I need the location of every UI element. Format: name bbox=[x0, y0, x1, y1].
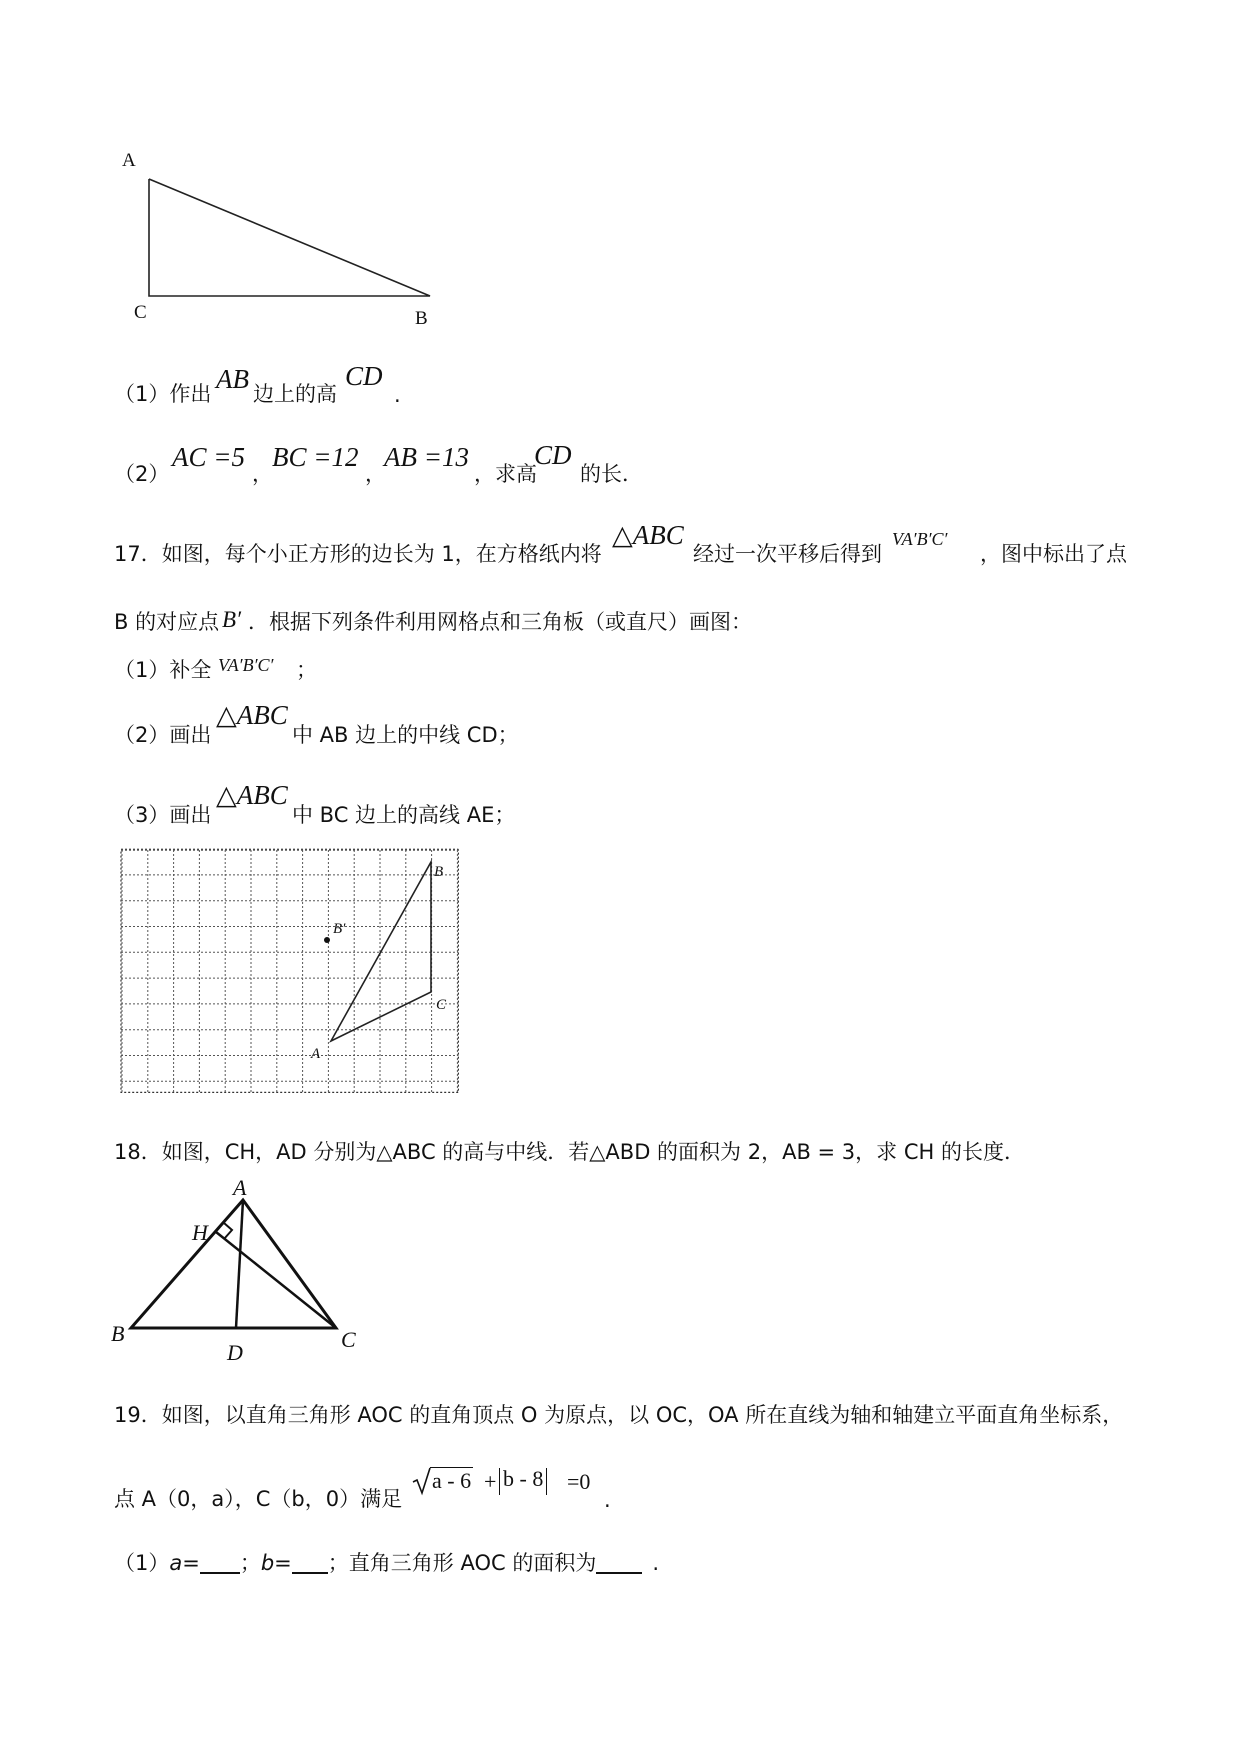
q17-bprime: B′ bbox=[222, 607, 242, 632]
q18-label-c: C bbox=[341, 1327, 356, 1352]
q17-part1-prefix: （1）补全 bbox=[114, 658, 212, 682]
q19-blank-a[interactable] bbox=[200, 1554, 240, 1574]
q16-vertex-b-label: B bbox=[415, 308, 428, 329]
q18-median-ad bbox=[236, 1200, 243, 1328]
q17-part2-prefix: （2）画出 bbox=[114, 723, 212, 747]
q17-label-b: B bbox=[434, 864, 444, 880]
q16-part2-comma2: ， bbox=[365, 462, 386, 486]
q16-part2-end: 的长． bbox=[580, 462, 643, 486]
q19-blank-b[interactable] bbox=[292, 1554, 328, 1574]
q17-line2-a: B 的对应点 bbox=[114, 610, 220, 634]
q18-question: 18．如图，CH，AD 分别为△ABC 的高与中线．若△ABD 的面积为 2，AB = 3，求 CH 的长度． bbox=[114, 1140, 1025, 1164]
q18-label-a: A bbox=[233, 1175, 247, 1200]
q17-intro-a: 17．如图，每个小正方形的边长为 1，在方格纸内将 bbox=[114, 542, 602, 566]
q16-part1-mid: 边上的高 bbox=[253, 382, 337, 406]
q16-vertex-a-label: A bbox=[122, 150, 136, 171]
q19-eq-plus: + bbox=[484, 1469, 497, 1494]
q19-part1-end: . bbox=[652, 1551, 660, 1575]
q17-part1-end: ； bbox=[296, 658, 317, 682]
q16-part2-ac: AC =5 bbox=[172, 442, 245, 472]
q16-part1-ab: AB bbox=[216, 364, 249, 394]
q19-part1-a-label: a= bbox=[169, 1551, 200, 1575]
q19-line1: 19．如图，以直角三角形 AOC 的直角顶点 O 为原点，以 OC，OA 所在直线为轴和轴建立平面直角坐标系， bbox=[114, 1403, 1124, 1427]
q19-blank-area[interactable] bbox=[596, 1554, 642, 1574]
q17-triangle-prime: VA′B′C′ bbox=[892, 529, 948, 549]
q19-line2-a: 点 A（0，a），C（b，0）满足 bbox=[114, 1487, 403, 1511]
q18-right-angle-mark bbox=[224, 1223, 232, 1239]
q16-part2-ab: AB =13 bbox=[384, 442, 469, 472]
q19-line2-end: . bbox=[604, 1488, 611, 1512]
q16-part2-cd: CD bbox=[534, 440, 572, 470]
q19-sqrt-radicand bbox=[430, 1467, 473, 1492]
q16-vertex-c-label: C bbox=[134, 302, 147, 323]
q17-part3-prefix: （3）画出 bbox=[114, 803, 212, 827]
q18-triangle-abc-shape bbox=[131, 1200, 336, 1328]
q17-triangle-abc: △ABC bbox=[612, 520, 684, 550]
q17-label-a: A bbox=[311, 1046, 321, 1062]
q17-part2-rest: 中 AB 边上的中线 CD； bbox=[292, 723, 519, 747]
q17-part1-triangle: VA′B′C′ bbox=[218, 655, 274, 675]
q17-part3-triangle: △ABC bbox=[216, 780, 288, 810]
q19-sqrt-sign bbox=[412, 1466, 432, 1496]
q19-part1-prefix: （1） bbox=[114, 1551, 170, 1575]
q19-eq-end: =0 bbox=[567, 1469, 591, 1494]
q19-part1-mid: ；直角三角形 AOC 的面积为 bbox=[327, 1551, 597, 1575]
q16-part2-prefix: （2） bbox=[114, 462, 170, 486]
q17-part2-triangle: △ABC bbox=[216, 700, 288, 730]
q17-line2-b: ．根据下列条件利用网格点和三角板（或直尺）画图： bbox=[248, 610, 752, 634]
q19-part1 bbox=[114, 1553, 659, 1574]
q17-intro-c: ，图中标出了点 bbox=[980, 542, 1127, 566]
q17-label-bprime: B′ bbox=[333, 921, 346, 937]
q19-abs-body: b - 8 bbox=[503, 1466, 544, 1491]
q16-part1-end: . bbox=[394, 383, 401, 407]
q16-part1-prefix: （1）作出 bbox=[114, 382, 212, 406]
q16-part2-mid: ，求高 bbox=[474, 462, 537, 486]
q17-intro-b: 经过一次平移后得到 bbox=[693, 542, 882, 566]
q16-part2-comma1: ， bbox=[252, 462, 273, 486]
q19-part1-sep: ； bbox=[239, 1551, 261, 1575]
q19-sqrt-body: a - 6 bbox=[432, 1468, 472, 1493]
q16-part2-bc: BC =12 bbox=[272, 442, 359, 472]
q18-label-h: H bbox=[192, 1220, 208, 1245]
q16-part1-cd: CD bbox=[345, 361, 383, 391]
q18-label-d: D bbox=[227, 1340, 243, 1365]
q18-label-b: B bbox=[111, 1321, 125, 1346]
q17-label-c: C bbox=[436, 997, 447, 1013]
q17-part3-rest: 中 BC 边上的高线 AE； bbox=[292, 803, 516, 827]
q19-part1-b-label: b= bbox=[260, 1551, 292, 1575]
q19-abs-value bbox=[499, 1468, 547, 1495]
